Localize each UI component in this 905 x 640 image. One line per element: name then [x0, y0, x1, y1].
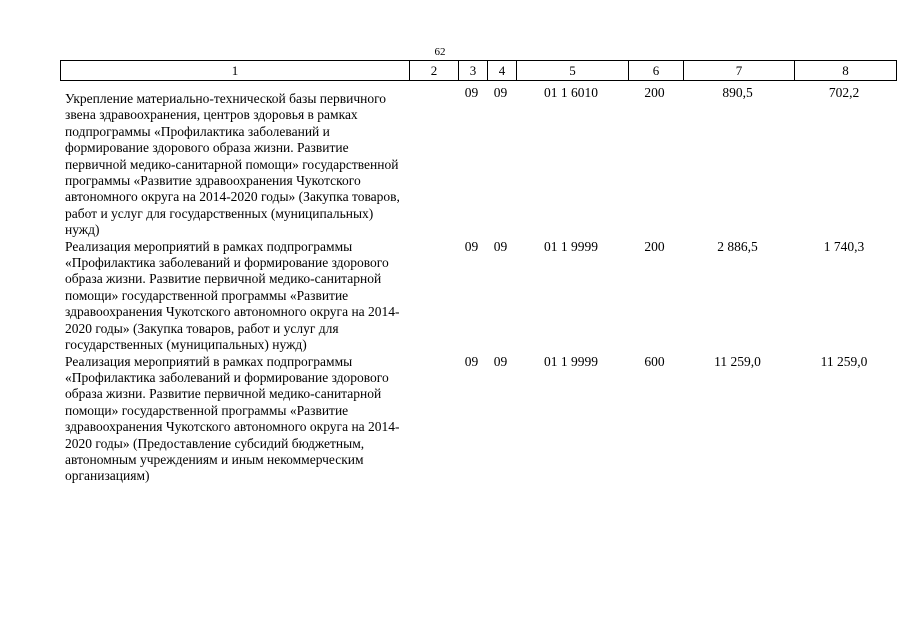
row-col-7: 2 886,5 — [717, 238, 758, 254]
row-col-2 — [408, 239, 457, 354]
row-col-8: 702,2 — [828, 85, 860, 100]
row-col-4: 09 — [493, 353, 508, 369]
column-header-4: 4 — [487, 61, 516, 80]
column-header-2: 2 — [409, 61, 458, 80]
row-col-5: 01 1 6010 — [544, 85, 598, 100]
row-col-6: 600 — [644, 353, 665, 369]
table-row — [60, 354, 895, 485]
page-number: 62 — [434, 46, 446, 58]
table-header-row — [60, 60, 897, 81]
column-header-7: 7 — [683, 61, 794, 80]
row-col-7: 11 259,0 — [714, 353, 761, 369]
row-col-7: 890,5 — [722, 85, 753, 100]
row-col-8: 11 259,0 — [820, 353, 868, 369]
column-header-5: 5 — [516, 61, 628, 80]
row-description: Укрепление материально-технической базы первичного звена здравоохранения, центров здоровья в рамках подпрограммы «Профилактика заболеваний и формирование здорового образа жизни. Развитие первичной медико-санитарной помощи» государственной программы «Развитие здравоохранения Чукотского автономного округа на 2014-2020 годы» (Закупка товаров, работ и услуг для государственных (муниципальных) нужд) — [65, 91, 400, 238]
row-col-2 — [408, 354, 457, 485]
row-col-5: 01 1 9999 — [544, 353, 598, 369]
table-row — [60, 85, 895, 239]
row-description: Реализация мероприятий в рамках подпрограммы «Профилактика заболеваний и формирование здорового образа жизни. Развитие первичной медико-санитарной помощи» государственной программы «Развитие здравоохранения Чукотского автономного округа на 2014-2020 годы» (Предоставление субсидий бюджетным, автономным учреждениям и иным некоммерческим организациям) — [65, 353, 400, 484]
row-col-8: 1 740,3 — [823, 238, 865, 254]
table-row — [60, 239, 895, 354]
row-col-3: 09 — [464, 85, 479, 100]
column-header-6: 6 — [628, 61, 683, 80]
row-col-4: 09 — [493, 238, 508, 254]
row-col-3: 09 — [464, 353, 479, 369]
column-header-3: 3 — [458, 61, 487, 80]
column-header-1: 1 — [231, 63, 239, 78]
row-col-5: 01 1 9999 — [544, 238, 598, 254]
column-header-8: 8 — [794, 61, 896, 80]
row-col-4: 09 — [493, 85, 508, 100]
row-description: Реализация мероприятий в рамках подпрограммы «Профилактика заболеваний и формирование здорового образа жизни. Развитие первичной медико-санитарной помощи» государственной программы «Развитие здравоохранения Чукотского автономного округа на 2014-2020 годы» (Закупка товаров, работ и услуг для государственных (муниципальных) нужд) — [65, 238, 400, 353]
row-col-2 — [408, 85, 457, 239]
row-col-6: 200 — [644, 85, 665, 100]
table-body — [60, 85, 895, 485]
row-col-6: 200 — [644, 238, 665, 254]
row-col-3: 09 — [464, 238, 479, 254]
